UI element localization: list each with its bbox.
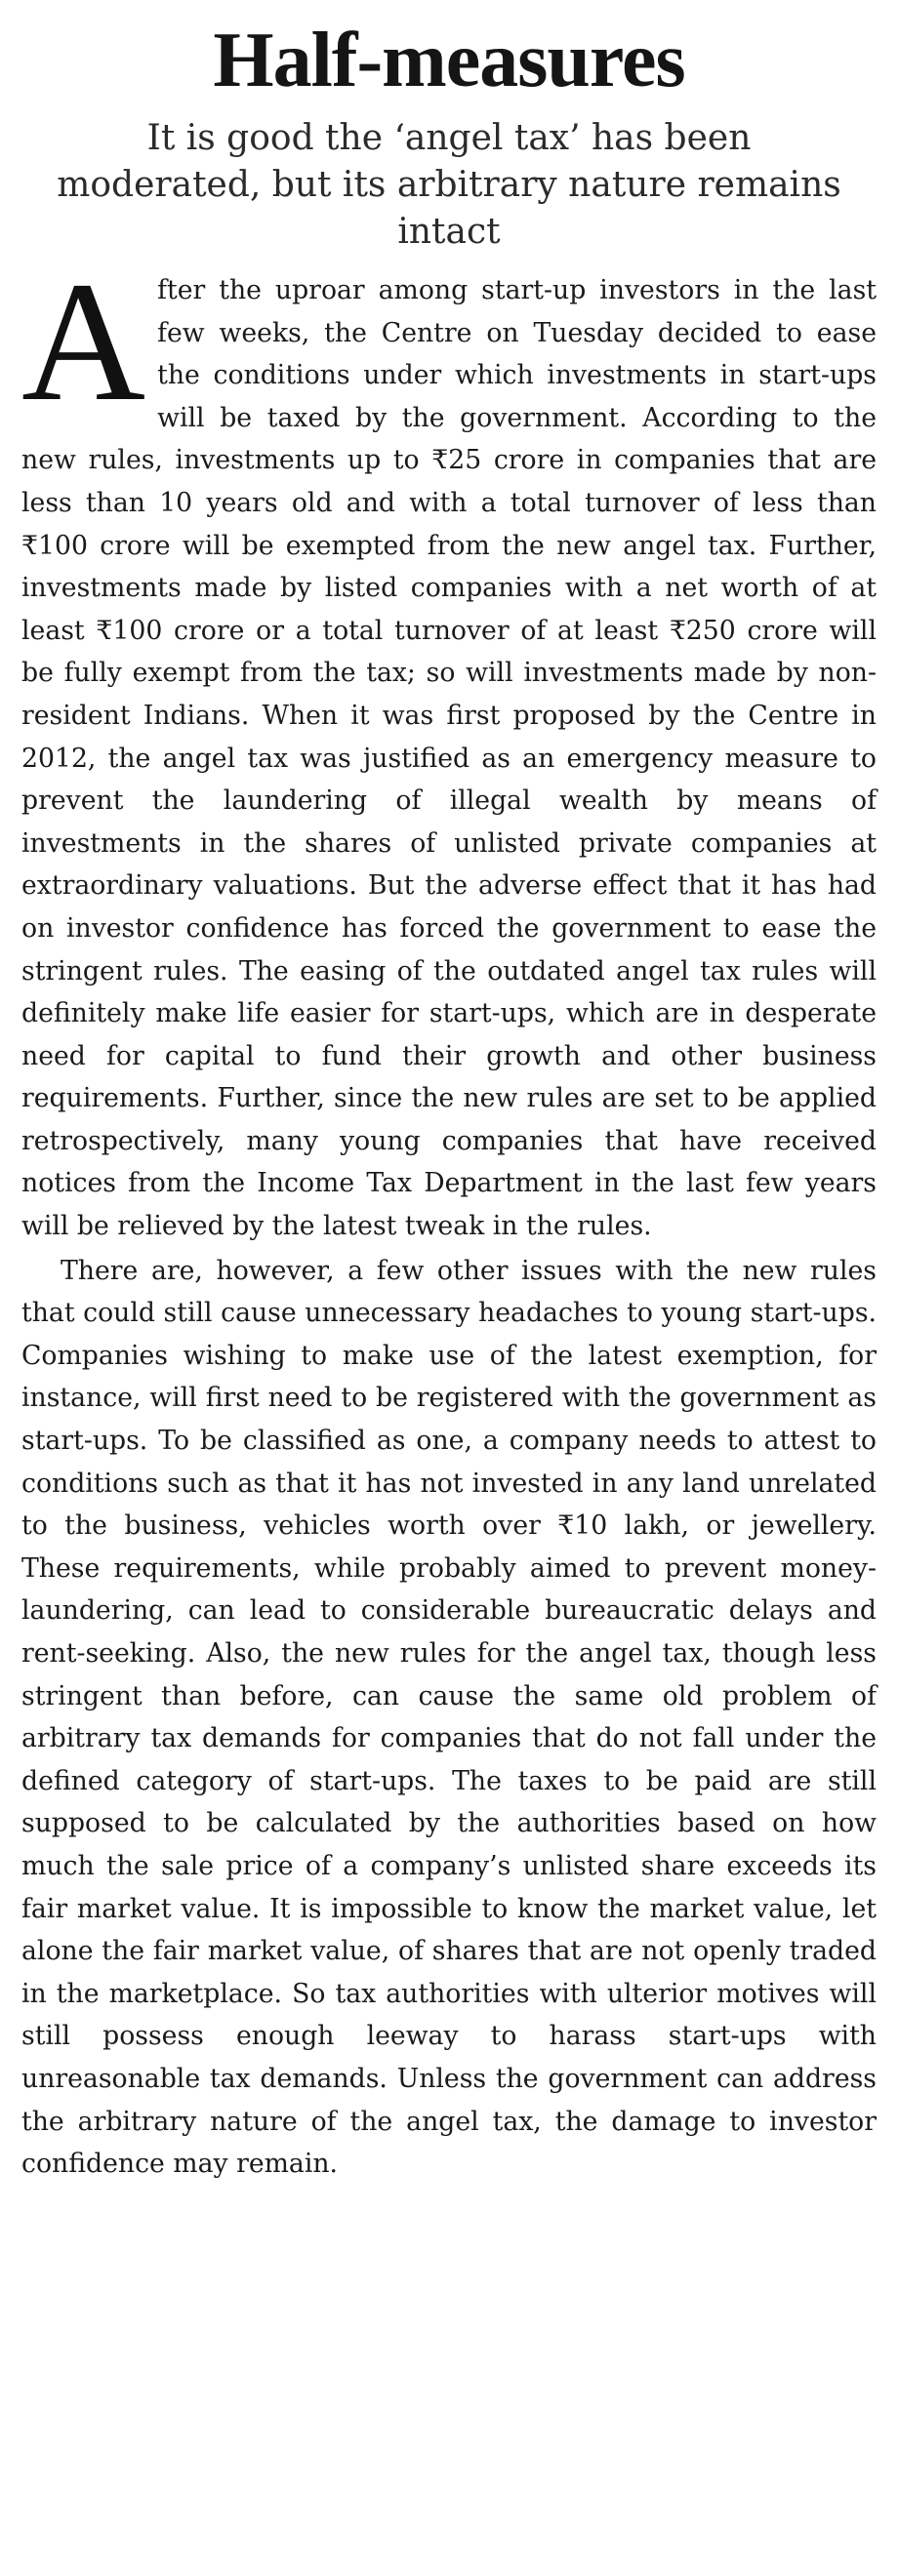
paragraph-2: There are, however, a few other issues with the new rules that could still cause unnecessary headaches to young start-ups. Companies wishing to make use of the latest exemption, for instance, will first need to be registered with the government as start-ups. To be classified as one, a company needs to attest to conditions such as that it has not invested in any land unrelated to the business, vehicles worth over ₹10 lakh, or jewellery. These requirements, while probably aimed to prevent money-laundering, can lead to considerable bureaucratic delays and rent-seeking. Also, the new rules for the angel tax, though less stringent than before, can cause the same old problem of arbitrary tax demands for companies that do not fall under the defined category of start-ups. The taxes to be paid are still supposed to be calculated by the authorities based on how much the sale price of a company’s unlisted share exceeds its fair market value. It is impossible to know the market value, let alone the fair market value, of shares that are not openly traded in the marketplace. So tax authorities with ulterior motives will still possess enough leeway to harass start-ups with unreasonable tax demands. Unless the government can address the arbitrary nature of the angel tax, the damage to investor confidence may remain. (21, 1255, 877, 2180)
paragraph-1: After the uproar among start-up investors in the last few weeks, the Centre on Tuesday decided to ease the conditions under which investments in start-ups will be taxed by the government. According to the new rules, investments up to ₹25 crore in companies that are less than 10 years old and with a total turnover of less than ₹100 crore will be exempted from the new angel tax. Further, investments made by listed companies with a net worth of at least ₹100 crore or a total turnover of at least ₹250 crore will be fully exempt from the tax; so will investments made by non-resident Indians. When it was first proposed by the Centre in 2012, the angel tax was justified as an emergency measure to prevent the laundering of illegal wealth by means of investments in the shares of unlisted private companies at extraordinary valuations. But the adverse effect that it has had on investor confidence has forced the government to ease the stringent rules. The easing of the outdated angel tax rules will definitely make life easier for start-ups, which are in desperate need for capital to fund their growth and other business requirements. Further, since the new rules are set to be applied retrospectively, many young companies that have received notices from the Income Tax Department in the last few years will be relieved by the latest tweak in the rules. (21, 247, 877, 1242)
standfirst: It is good the ‘angel tax’ has been moderated, but its arbitrary nature remains intact (57, 118, 841, 252)
headline: Half-measures (213, 18, 685, 103)
article-body (21, 247, 877, 2186)
